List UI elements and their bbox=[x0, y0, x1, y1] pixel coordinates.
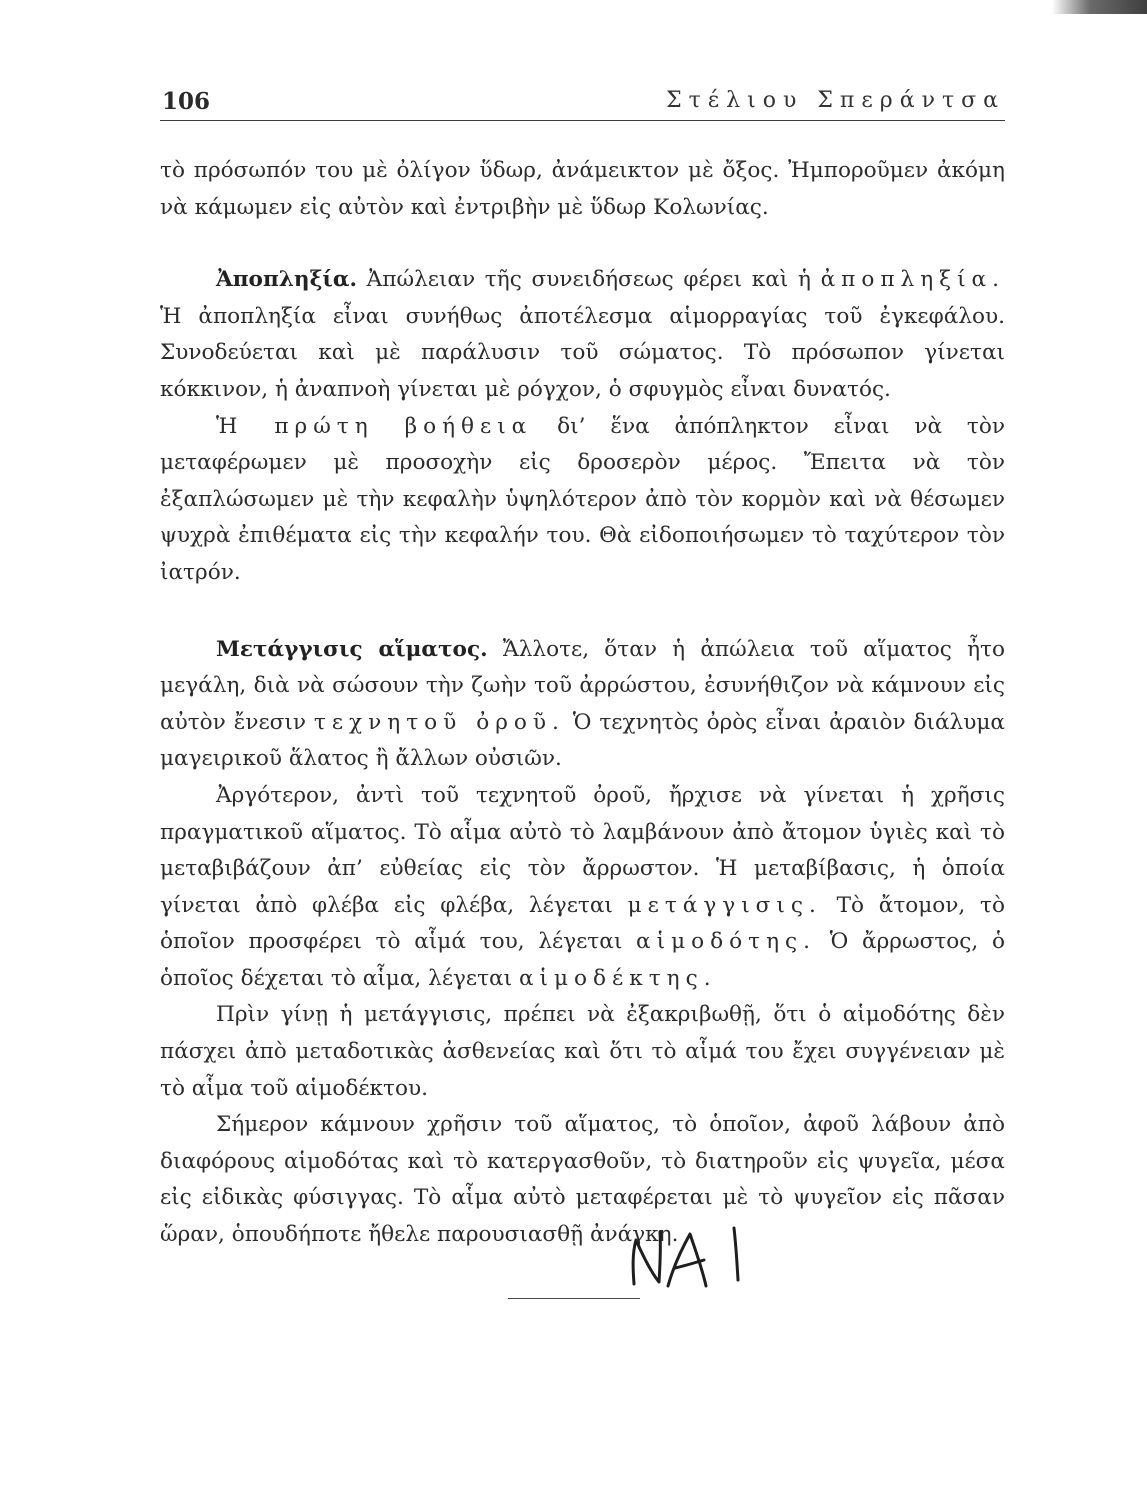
handwritten-letter-a bbox=[668, 1234, 706, 1286]
apoplexy-text-1: Ἀπώλειαν τῆς συνειδήσεως φέρει καὶ ἡ bbox=[356, 267, 821, 293]
recipient-term: αἱμοδέκτης. bbox=[518, 965, 717, 991]
running-title: Στέλιου Σπεράντσα bbox=[666, 88, 1005, 113]
apoplexy-heading: Ἀποπληξία. bbox=[216, 267, 357, 293]
compatibility-paragraph: Πρὶν γίνῃ ἡ μετάγγισις, πρέπει νὰ ἐξακριβωθῇ, ὅτι ὁ αἱμοδότης δὲν πάσχει ἀπὸ μεταδοτικὰς ἀσθενείας καὶ ὅτι τὸ αἷμά του ἔχει συγγένειαν μὲ τὸ αἷμα τοῦ αἱμοδέκτου. bbox=[160, 1002, 1005, 1101]
first-aid-term: Ἡ πρώτη βοήθεια bbox=[216, 413, 533, 439]
blood-use-text-1: Ἀργότερον, ἀντὶ τοῦ τεχνητοῦ ὀροῦ, ἤρχισε νὰ γίνεται ἡ χρῆσις πραγματικοῦ αἵματος. Τὸ αἷμα αὐτὸ τὸ λαμβάνουν ἀπὸ ἄτομον ὑγιὲς καὶ τὸ μεταβιβάζουν ἀπ’ εὐθείας εἰς τὸν ἄρρωστον. Ἡ μεταβίβασις, ἡ ὁποία γίνεται ἀπὸ φλέβα εἰς φλέβα, λέγεται bbox=[160, 782, 1005, 918]
transfusion-text-1: Ἄλλοτε, ὅταν ἡ ἀπώλεια τοῦ αἵματος ἦτο μεγάλη, διὰ νὰ σώσουν τὴν ζωὴν τοῦ ἀρρώστου, ἐσυνήθιζον νὰ κάμνουν εἰς αὐτὸν ἔνεσιν bbox=[160, 636, 1005, 735]
blood-use-paragraph bbox=[160, 778, 1005, 998]
transfusion-paragraph bbox=[160, 632, 1005, 778]
apoplexy-text-2: Ἡ ἀποπληξία εἶναι συνήθως ἀποτέλεσμα αἱμορραγίας τοῦ ἐγκεφάλου. Συνοδεύεται καὶ μὲ παράλυσιν τοῦ σώματος. Τὸ πρόσωπον γίνεται κόκκινον, ἡ ἀναπνοὴ γίνεται μὲ ρόγχον, ὁ σφυγμὸς εἶναι δυνατός. bbox=[160, 303, 1005, 402]
transfusion-heading: Μετάγγισις αἵματος. bbox=[216, 636, 488, 662]
first-aid-text: δι’ ἕνα ἀπόπληκτον εἶναι νὰ τὸν μεταφέρωμεν μὲ προσοχὴν εἰς δροσερὸν μέρος. Ἔπειτα νὰ τὸν ἐξαπλώσωμεν μὲ τὴν κεφαλὴν ὑψηλότερον ἀπὸ τὸν κορμὸν καὶ νὰ θέσωμεν ψυχρὰ ἐπιθέματα εἰς τὴν κεφαλήν του. Θὰ εἰδοποιήσωμεν τὸ ταχύτερον τὸν ἰατρόν. bbox=[160, 413, 1005, 585]
handwritten-letter-n bbox=[633, 1232, 660, 1284]
handwritten-letter-i bbox=[734, 1228, 738, 1280]
storage-paragraph: Σήμερον κάμνουν χρῆσιν τοῦ αἵματος, τὸ ὁποῖον, ἀφοῦ λάβουν ἀπὸ διαφόρους αἱμοδότας καὶ τὸ κατεργασθοῦν, τὸ διατηροῦν εἰς ψυγεῖα, μέσα εἰς εἰδικὰς φύσιγγας. Τὸ αἷμα αὐτὸ μεταφέρεται μὲ τὸ ψυγεῖον εἰς πᾶσαν ὥραν, ὁπουδήποτε ἤθελε παρουσιασθῇ ἀνάγκη. bbox=[160, 1112, 1005, 1248]
transfusion-term: μετάγγισις. bbox=[627, 892, 822, 918]
handwritten-annotation bbox=[620, 1218, 770, 1298]
apoplexy-term: ἀποπληξία. bbox=[820, 267, 1005, 293]
section-end-rule bbox=[508, 1298, 640, 1299]
blood-use-text-2: Τὸ ἄτομον, τὸ ὁποῖον προσφέρει τὸ αἷμά του, λέγεται bbox=[160, 892, 1005, 955]
first-aid-paragraph bbox=[160, 409, 1005, 592]
page-header bbox=[160, 84, 1005, 121]
page-number: 106 bbox=[162, 88, 211, 115]
scan-edge-shadow bbox=[1052, 0, 1147, 14]
apoplexy-paragraph bbox=[160, 262, 1005, 408]
intro-paragraph: τὸ πρόσωπόν του μὲ ὀλίγον ὕδωρ, ἀνάμεικτον μὲ ὄξος. Ἠμποροῦμεν ἀκόμη νὰ κάμωμεν εἰς αὐτὸν καὶ ἐντριβὴν μὲ ὕδωρ Κολωνίας. bbox=[160, 158, 1005, 220]
transfusion-text-2: Ὁ τεχνητὸς ὀρὸς εἶναι ἀραιὸν διάλυμα μαγειρικοῦ ἅλατος ἢ ἄλλων οὐσιῶν. bbox=[160, 709, 1005, 772]
body-text bbox=[160, 153, 1005, 1254]
saline-term: τεχνητοῦ ὀροῦ. bbox=[313, 709, 565, 735]
donor-term: αἱμοδότης. bbox=[636, 929, 816, 955]
blood-use-text-3: Ὁ ἄρρωστος, ὁ ὁποῖος δέχεται τὸ αἷμα, λέγεται bbox=[160, 929, 1005, 991]
